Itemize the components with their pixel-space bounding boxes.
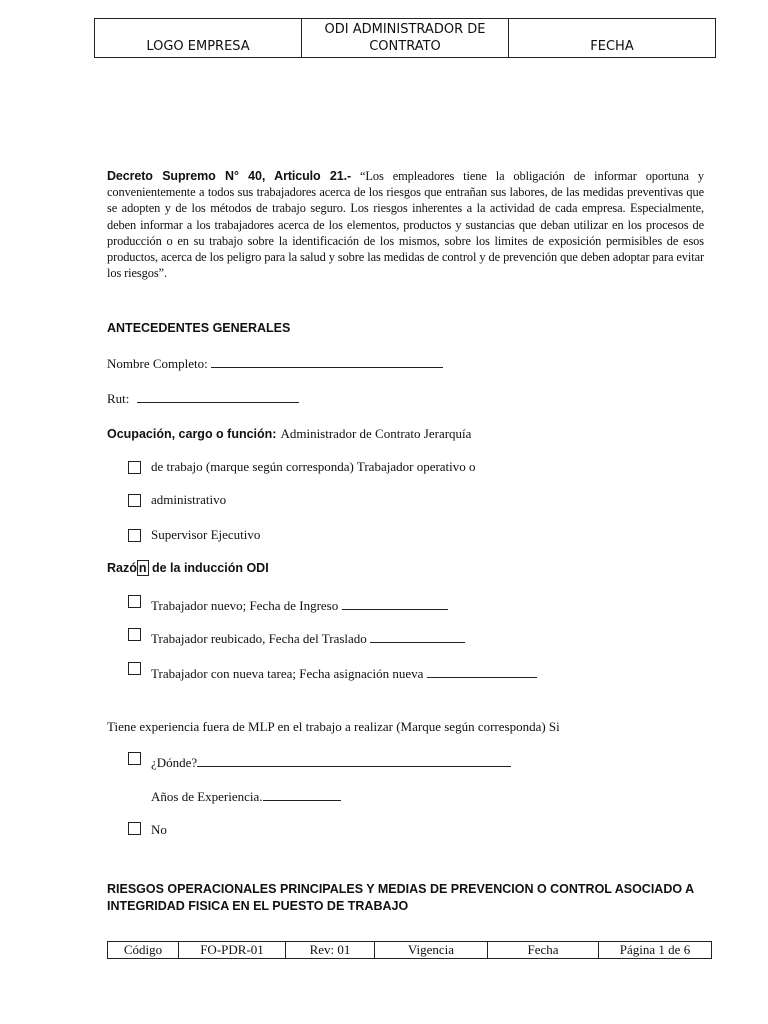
footer-revision: Rev: 01 [286, 942, 375, 959]
footer-code-label: Código [108, 942, 179, 959]
assignment-date-field[interactable] [427, 665, 537, 678]
document-header [94, 18, 716, 58]
experience-no-label: No [151, 822, 167, 837]
reason-new-row [151, 597, 448, 614]
reason-relocated-checkbox[interactable] [128, 628, 141, 641]
entry-date-field[interactable] [342, 597, 448, 610]
risks-heading [107, 881, 694, 915]
reason-relocated-label: Trabajador reubicado, Fecha del Traslado [151, 631, 367, 646]
experience-years-row [151, 788, 341, 805]
reason-heading-boxed-letter: n [138, 561, 147, 575]
experience-where-label: ¿Dónde? [151, 755, 198, 770]
reason-heading [107, 561, 269, 575]
company-logo-placeholder: LOGO EMPRESA [95, 19, 302, 58]
option-operativo-checkbox[interactable] [128, 461, 141, 474]
document-title: ODI ADMINISTRADOR DE CONTRATO [302, 19, 509, 58]
footer-page-number: Página 1 de 6 [599, 942, 712, 959]
rut-label: Rut: [107, 391, 130, 406]
decree-label: Decreto Supremo N° 40, Articulo 21.- [107, 169, 352, 183]
experience-where-row [151, 754, 511, 771]
name-row [107, 355, 443, 372]
option-operativo-label: de trabajo (marque según corresponda) Trabajador operativo o [151, 459, 476, 474]
document-footer [107, 941, 712, 959]
rut-field[interactable] [137, 390, 299, 403]
experience-where-field[interactable] [197, 754, 511, 767]
reason-new-checkbox[interactable] [128, 595, 141, 608]
occupation-text: Administrador de Contrato Jerarquía [280, 426, 472, 441]
risks-heading-line1: RIESGOS OPERACIONALES PRINCIPALES Y MEDIAS DE PREVENCION O CONTROL ASOCIADO A [107, 882, 695, 896]
risks-heading-line2: INTEGRIDAD FISICA EN EL PUESTO DE TRABAJO [107, 899, 409, 913]
reason-heading-part2: de la inducción ODI [148, 561, 269, 575]
footer-validity: Vigencia [375, 942, 488, 959]
reason-heading-part1: Razó [107, 561, 137, 575]
experience-no-checkbox[interactable] [128, 822, 141, 835]
option-administrativo-checkbox[interactable] [128, 494, 141, 507]
reason-new-label: Trabajador nuevo; Fecha de Ingreso [151, 598, 339, 613]
experience-years-field[interactable] [263, 788, 341, 801]
name-label: Nombre Completo: [107, 356, 208, 371]
option-supervisor-label: Supervisor Ejecutivo [151, 527, 261, 542]
footer-date: Fecha [488, 942, 599, 959]
reason-new-task-row [151, 665, 537, 682]
reason-new-task-label: Trabajador con nueva tarea; Fecha asignación nueva [151, 666, 424, 681]
reason-new-task-checkbox[interactable] [128, 662, 141, 675]
experience-question: Tiene experiencia fuera de MLP en el trabajo a realizar (Marque según corresponda) Si [107, 719, 560, 734]
reason-relocated-row [151, 630, 465, 647]
occupation-label: Ocupación, cargo o función: [107, 427, 277, 441]
decree-text: “Los empleadores tiene la obligación de informar oportuna y convenientemente a todos sus trabajadores acerca de los riesgos que entrañan sus labores, de las medidas preventivas que se adopten y de los métodos de trabajo seguro. Los riesgos inherentes a la actividad de cada empresa. Especialmente, deben informar a los trabajadores acerca de los elementos, productos y sustancias que deban utilizar en los procesos de producción o en su trabajo sobre la identificación de los mismos, sobre los limites de exposición permisibles de esos productos, acerca de los peligro para la salud y sobre las medidas de control y de prevención que deben adoptar para evitar los riesgos”. [107, 169, 705, 281]
option-supervisor-checkbox[interactable] [128, 529, 141, 542]
option-administrativo-label: administrativo [151, 492, 227, 507]
experience-yes-checkbox[interactable] [128, 752, 141, 765]
decree-paragraph [107, 168, 704, 281]
header-date: FECHA [509, 19, 716, 58]
name-field[interactable] [211, 355, 443, 368]
general-heading: ANTECEDENTES GENERALES [107, 321, 291, 335]
transfer-date-field[interactable] [370, 630, 465, 643]
footer-code-value: FO-PDR-01 [179, 942, 286, 959]
experience-years-label: Años de Experiencia. [151, 789, 263, 804]
rut-row [107, 390, 299, 407]
occupation-row [107, 425, 471, 443]
